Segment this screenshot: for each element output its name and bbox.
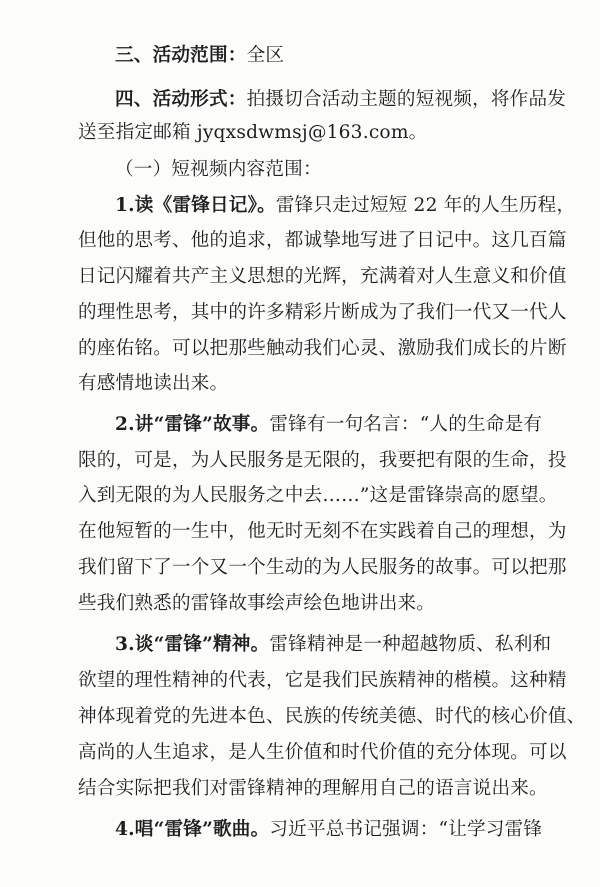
item4-text-1: 习近平总书记强调：“让学习雷锋 [269, 819, 543, 840]
item1-line-4: 的理性思考，其中的许多精彩片断成为了我们一代又一代人 [78, 302, 567, 323]
section3-line [115, 44, 284, 68]
item3-lead: 3.谈“雷锋”精神。 [115, 634, 270, 655]
section3-text: 全区 [246, 45, 285, 66]
item1-lead: 1.读《雷锋日记》。 [115, 195, 276, 216]
item3-text-1: 雷锋精神是一种超越物质、私利和 [269, 634, 552, 655]
section4-text-2: 送至指定邮箱 jyqxsdwmsj@163.com。 [78, 122, 428, 143]
item2-line-3: 入到无限的为人民服务之中去……”这是雷锋崇高的愿望。 [78, 485, 558, 506]
item4-lead: 4.唱“雷锋”歌曲。 [115, 819, 270, 840]
item2-line-2: 限的，可是，为人民服务是无限的，我要把有限的生命，投 [78, 450, 567, 471]
item1-line-2: 但他的思考、他的追求，都诚挚地写进了日记中。这几百篇 [78, 230, 567, 251]
item4-line-1 [115, 818, 542, 842]
section4-line-2 [78, 121, 427, 145]
item2-line-5: 我们留下了一个又一个生动的为人民服务的故事。可以把那 [78, 557, 567, 578]
item3-line-3: 神体现着党的先进本色、民族的传统美德、时代的核心价值、 [78, 706, 586, 727]
item3-line-1 [115, 633, 551, 657]
item2-line-6: 些我们熟悉的雷锋故事绘声绘色地讲出来。 [78, 593, 436, 614]
item1-line-5: 的座佑铭。可以把那些触动我们心灵、激励我们成长的片断 [78, 338, 567, 359]
item3-line-4: 高尚的人生追求，是人生价值和时代价值的充分体现。可以 [78, 742, 567, 763]
item2-line-4: 在他短暂的一生中，他无时无刻不在实践着自己的理想，为 [78, 521, 567, 542]
item1-line-3: 日记闪耀着共产主义思想的光辉，充满着对人生意义和价值 [78, 266, 567, 287]
item2-line-1 [115, 413, 542, 437]
item3-line-5: 结合实际把我们对雷锋精神的理解用自己的语言说出来。 [78, 778, 548, 799]
item1-text-1: 雷锋只走过短短 22 年的人生历程， [275, 195, 576, 216]
content-scope-subheading: （一）短视频内容范围： [115, 159, 322, 180]
item1-line-6: 有感情地读出来。 [78, 373, 229, 394]
section4-line-1 [115, 88, 566, 112]
section3-heading: 三、活动范围： [115, 45, 247, 66]
section4-text-1: 拍摄切合活动主题的短视频，将作品发 [246, 89, 567, 110]
section4-heading: 四、活动形式： [115, 89, 247, 110]
item1-line-1 [115, 194, 575, 218]
item3-line-2: 欲望的理性精神的代表，它是我们民族精神的楷模。这种精 [78, 670, 567, 691]
item2-text-1: 雷锋有一句名言：“人的生命是有 [269, 414, 543, 435]
item2-lead: 2.讲“雷锋”故事。 [115, 414, 270, 435]
